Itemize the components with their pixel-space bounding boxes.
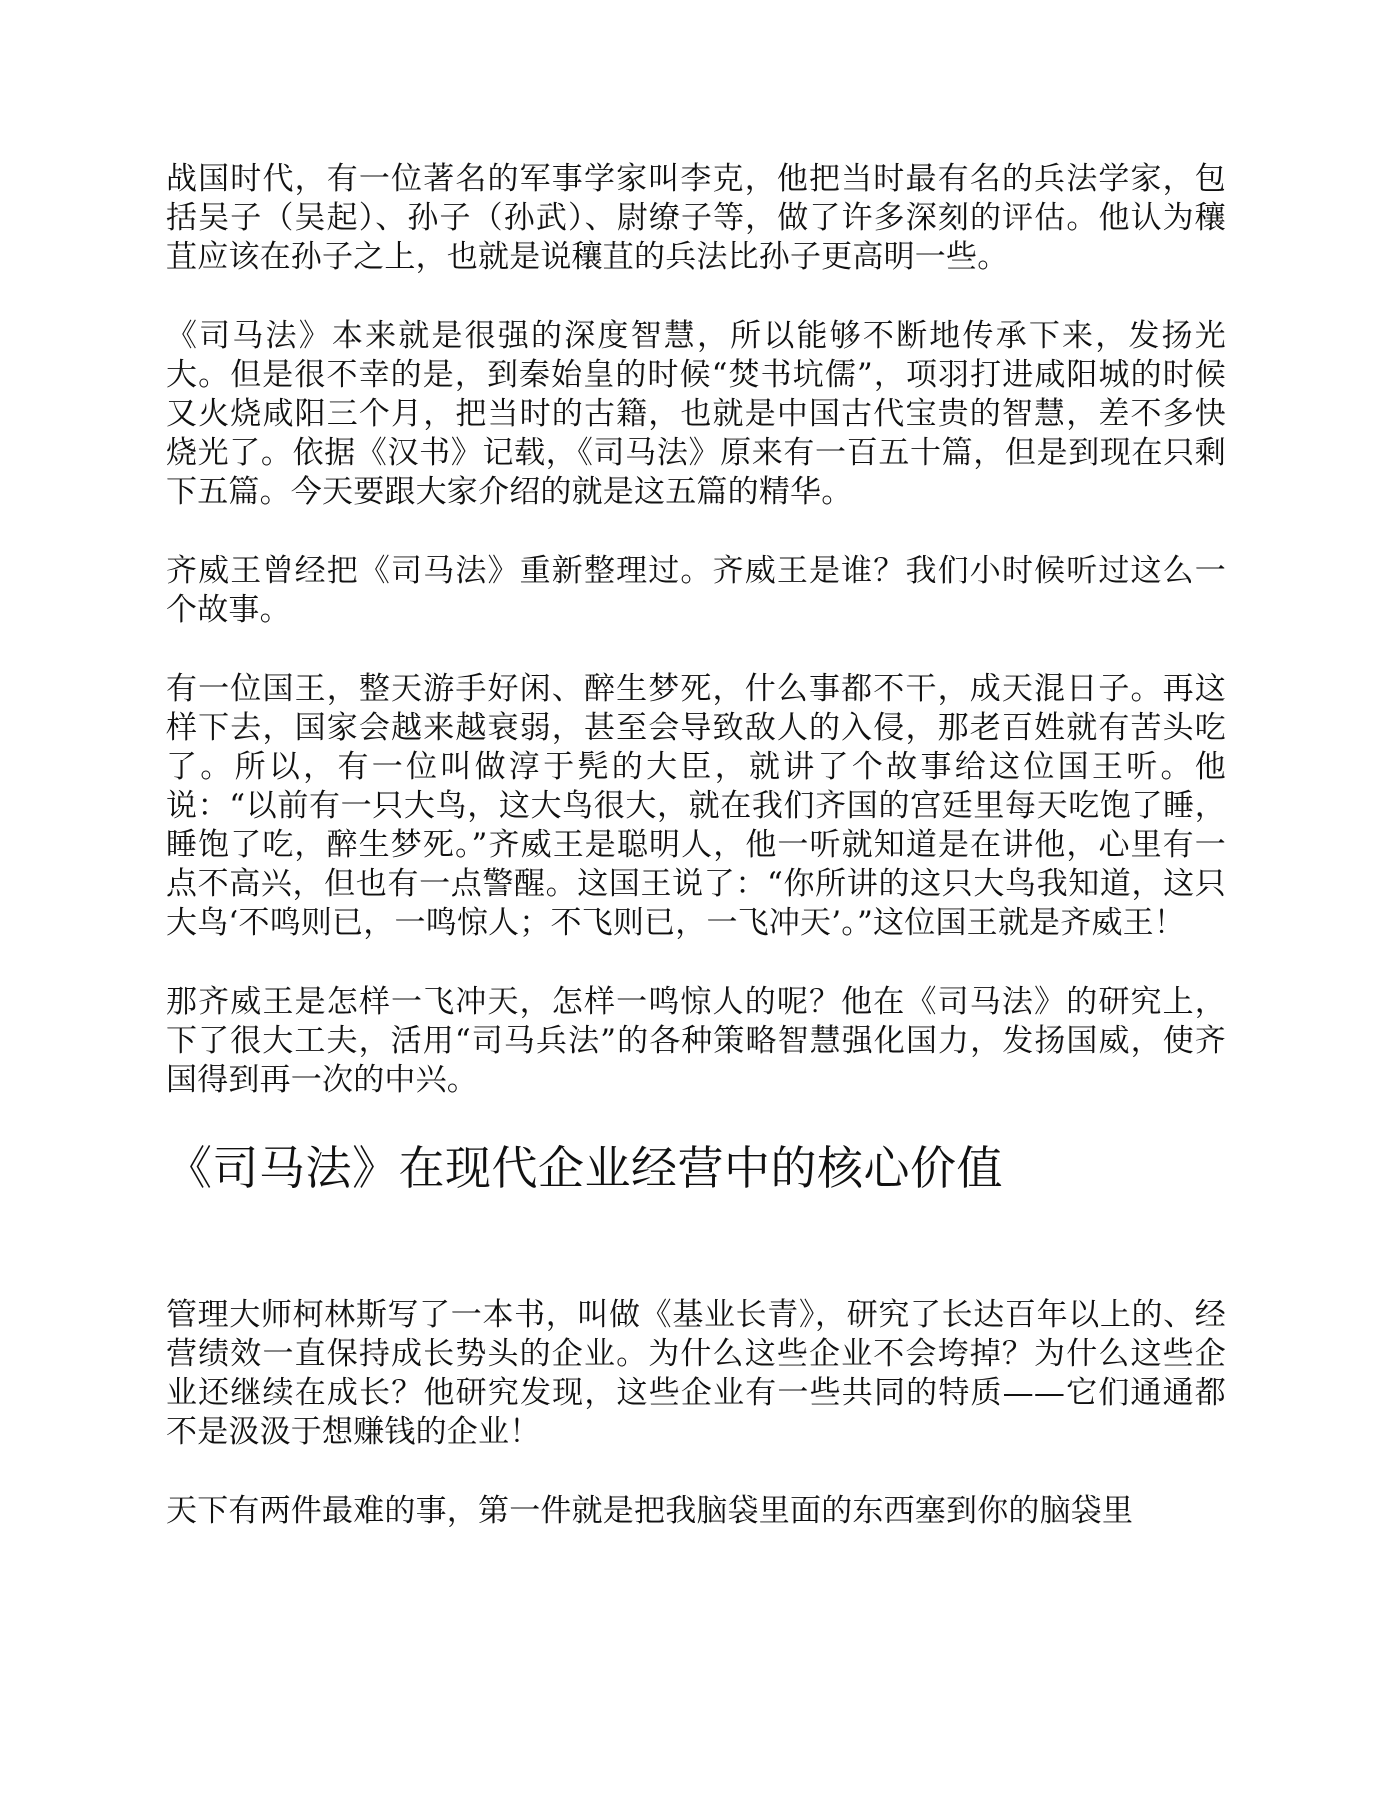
paragraph-qi-wei-wang-intro: 齐威王曾经把《司马法》重新整理过。齐威王是谁？我们小时候听过这么一个故事。 (166, 553, 1226, 628)
section-heading: 《司马法》在现代企业经营中的核心价值 (166, 1141, 1003, 1195)
paragraph-two-hardest-things: 天下有两件最难的事，第一件就是把我脑袋里面的东西塞到你的脑袋里 (166, 1493, 1134, 1529)
document-body (166, 160, 1226, 1571)
paragraph-big-bird-story: 有一位国王，整天游手好闲、醉生梦死，什么事都不干，成天混日子。再这样下去，国家会越来越衰弱，甚至会导致敌人的入侵，那老百姓就有苦头吃了。所以，有一位叫做淳于髡的大臣，就讲了个故事给这位国王听。他说：“以前有一只大鸟，这大鸟很大，就在我们齐国的宫廷里每天吃饱了睡，睡饱了吃，醉生梦死。”齐威王是聪明人，他一听就知道是在讲他，心里有一点不高兴，但也有一点警醒。这国王说了：“你所讲的这只大鸟我知道，这只大鸟‘不鸣则已，一鸣惊人；不飞则已，一飞冲天’。”这位国王就是齐威王！ (166, 671, 1226, 941)
paragraph-sima-fa-history: 《司马法》本来就是很强的深度智慧，所以能够不断地传承下来，发扬光大。但是很不幸的是，到秦始皇的时候“焚书坑儒”，项羽打进咸阳城的时候又火烧咸阳三个月，把当时的古籍，也就是中国古代宝贵的智慧，差不多快烧光了。依据《汉书》记载，《司马法》原来有一百五十篇，但是到现在只剩下五篇。今天要跟大家介绍的就是这五篇的精华。 (166, 318, 1226, 510)
paragraph-built-to-last: 管理大师柯林斯写了一本书，叫做《基业长青》，研究了长达百年以上的、经营绩效一直保持成长势头的企业。为什么这些企业不会垮掉？为什么这些企业还继续在成长？他研究发现，这些企业有一些共同的特质——它们通通都不是汲汲于想赚钱的企业！ (166, 1297, 1226, 1450)
paragraph-li-ke-evaluation: 战国时代，有一位著名的军事学家叫李克，他把当时最有名的兵法学家，包括吴子（吴起）、孙子（孙武）、尉缭子等，做了许多深刻的评估。他认为穰苴应该在孙子之上，也就是说穰苴的兵法比孙子更高明一些。 (166, 161, 1226, 275)
paragraph-qi-revival: 那齐威王是怎样一飞冲天，怎样一鸣惊人的呢？他在《司马法》的研究上，下了很大工夫，活用“司马兵法”的各种策略智慧强化国力，发扬国威，使齐国得到再一次的中兴。 (166, 984, 1226, 1098)
